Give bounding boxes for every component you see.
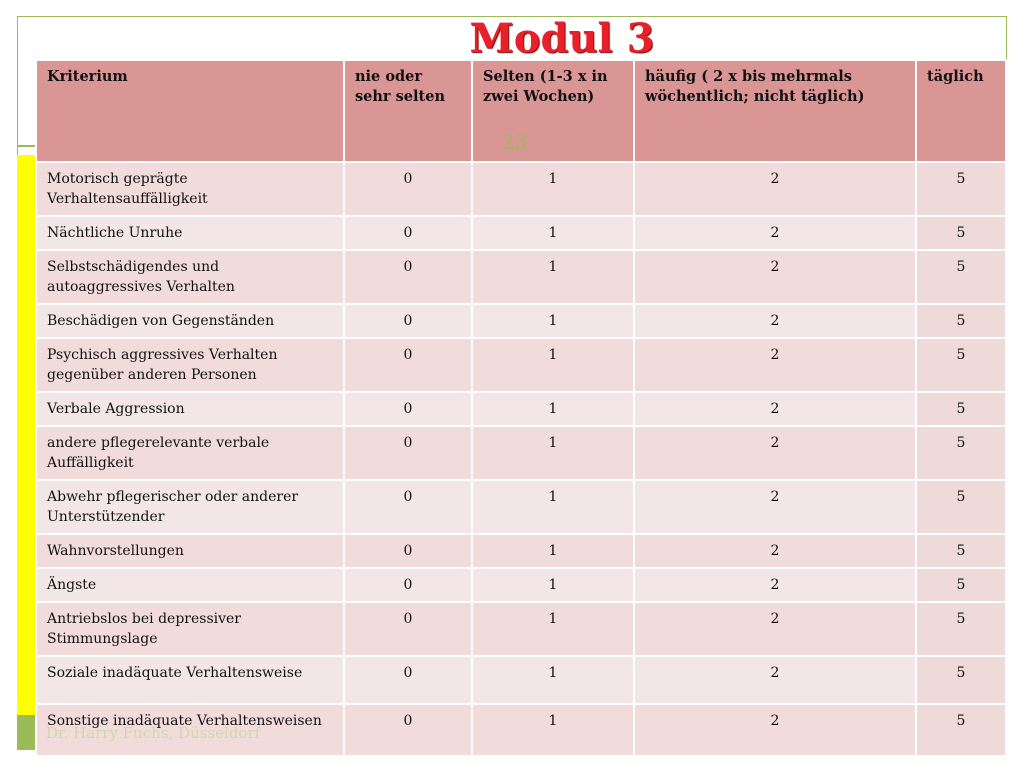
table-row <box>36 480 1006 534</box>
score-cell: 1 <box>472 392 634 426</box>
score-cell: 1 <box>472 656 634 704</box>
table-row <box>36 338 1006 392</box>
score-cell: 1 <box>472 338 634 392</box>
criteria-table <box>35 59 1007 757</box>
header-selten: Selten (1-3 x in zwei Wochen) <box>472 60 634 162</box>
criterion-cell: Soziale inadäquate Verhaltensweise <box>36 656 344 704</box>
table-row <box>36 656 1006 704</box>
score-cell: 5 <box>916 534 1006 568</box>
score-cell: 1 <box>472 704 634 756</box>
table-row <box>36 304 1006 338</box>
score-cell: 0 <box>344 338 472 392</box>
score-cell: 0 <box>344 602 472 656</box>
table-row <box>36 534 1006 568</box>
table-row <box>36 216 1006 250</box>
score-cell: 0 <box>344 656 472 704</box>
criterion-cell: Motorisch geprägte Verhaltensauffälligkeit <box>36 162 344 216</box>
slide-number: 23 <box>502 130 528 154</box>
score-cell: 0 <box>344 162 472 216</box>
header-haeufig: häufig ( 2 x bis mehrmals wöchentlich; nicht täglich) <box>634 60 916 162</box>
score-cell: 5 <box>916 216 1006 250</box>
score-cell: 2 <box>634 162 916 216</box>
score-cell: 0 <box>344 534 472 568</box>
criterion-cell: Sonstige inadäquate Verhaltensweisen <box>36 704 344 756</box>
score-cell: 0 <box>344 480 472 534</box>
score-cell: 1 <box>472 216 634 250</box>
score-cell: 0 <box>344 426 472 480</box>
score-cell: 5 <box>916 426 1006 480</box>
score-cell: 1 <box>472 162 634 216</box>
table-row <box>36 250 1006 304</box>
score-cell: 0 <box>344 250 472 304</box>
table-row <box>36 162 1006 216</box>
score-cell: 1 <box>472 480 634 534</box>
criterion-cell: Wahnvorstellungen <box>36 534 344 568</box>
score-cell: 2 <box>634 656 916 704</box>
table-body <box>36 162 1006 756</box>
criterion-cell: Psychisch aggressives Verhalten gegenüber anderen Personen <box>36 338 344 392</box>
score-cell: 2 <box>634 534 916 568</box>
score-cell: 0 <box>344 704 472 756</box>
score-cell: 2 <box>634 602 916 656</box>
score-cell: 5 <box>916 704 1006 756</box>
header-taeglich: täglich <box>916 60 1006 162</box>
score-cell: 0 <box>344 216 472 250</box>
score-cell: 5 <box>916 392 1006 426</box>
score-cell: 2 <box>634 568 916 602</box>
score-cell: 2 <box>634 392 916 426</box>
score-cell: 5 <box>916 568 1006 602</box>
score-cell: 0 <box>344 304 472 338</box>
table-row <box>36 426 1006 480</box>
score-cell: 0 <box>344 392 472 426</box>
score-cell: 2 <box>634 426 916 480</box>
score-cell: 5 <box>916 250 1006 304</box>
criterion-cell: Ängste <box>36 568 344 602</box>
score-cell: 1 <box>472 250 634 304</box>
criterion-cell: Antriebslos bei depressiver Stimmungslage <box>36 602 344 656</box>
score-cell: 5 <box>916 480 1006 534</box>
footer-author: Dr. Harry Fuchs, Düsseldorf <box>46 724 261 742</box>
score-cell: 1 <box>472 534 634 568</box>
header-kriterium: Kriterium <box>36 60 344 162</box>
table-row <box>36 392 1006 426</box>
score-cell: 2 <box>634 304 916 338</box>
table-row <box>36 568 1006 602</box>
score-cell: 5 <box>916 338 1006 392</box>
criterion-cell: andere pflegerelevante verbale Auffälligkeit <box>36 426 344 480</box>
score-cell: 1 <box>472 304 634 338</box>
score-cell: 1 <box>472 602 634 656</box>
score-cell: 5 <box>916 602 1006 656</box>
score-cell: 5 <box>916 304 1006 338</box>
score-cell: 1 <box>472 568 634 602</box>
score-cell: 2 <box>634 338 916 392</box>
criterion-cell: Verbale Aggression <box>36 392 344 426</box>
slide-title: Modul 3 <box>469 15 655 62</box>
score-cell: 0 <box>344 568 472 602</box>
criterion-cell: Selbstschädigendes und autoaggressives Verhalten <box>36 250 344 304</box>
header-nie-oder-sehr-selten: nie oder sehr selten <box>344 60 472 162</box>
score-cell: 5 <box>916 656 1006 704</box>
score-cell: 2 <box>634 250 916 304</box>
score-cell: 5 <box>916 162 1006 216</box>
score-cell: 2 <box>634 704 916 756</box>
criterion-cell: Nächtliche Unruhe <box>36 216 344 250</box>
criterion-cell: Abwehr pflegerischer oder anderer Unterstützender <box>36 480 344 534</box>
score-cell: 2 <box>634 480 916 534</box>
score-cell: 2 <box>634 216 916 250</box>
criterion-cell: Beschädigen von Gegenständen <box>36 304 344 338</box>
table-row <box>36 602 1006 656</box>
score-cell: 1 <box>472 426 634 480</box>
